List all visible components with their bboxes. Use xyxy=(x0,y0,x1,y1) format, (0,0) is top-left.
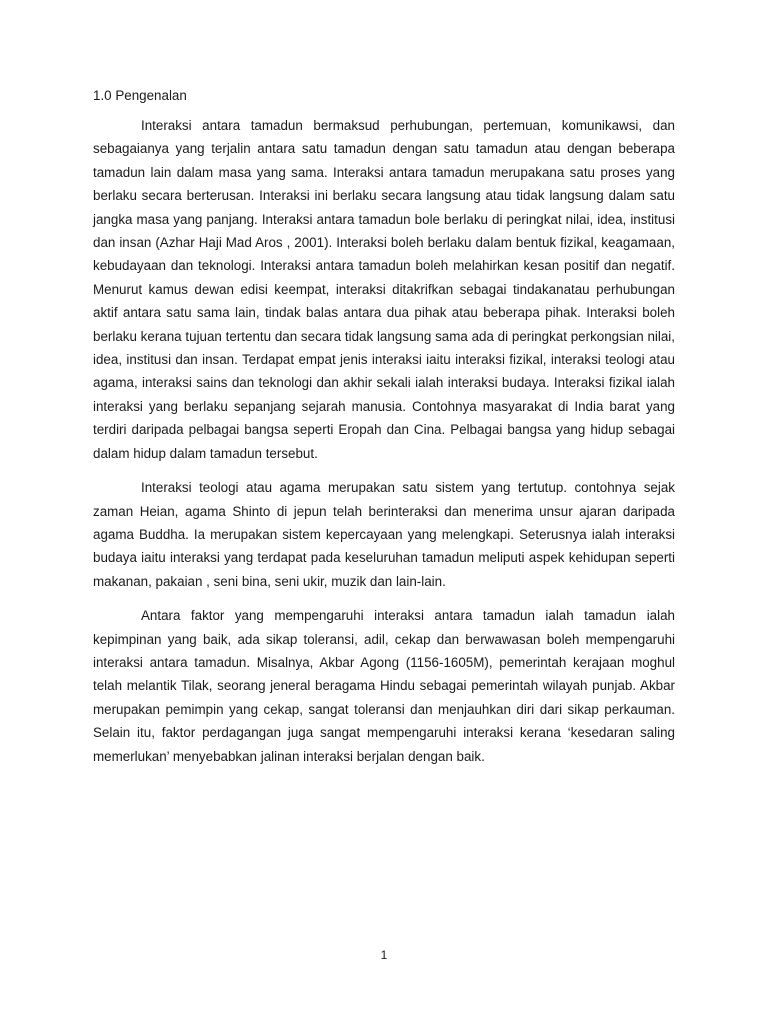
section-heading: 1.0 Pengenalan xyxy=(93,88,187,103)
paragraph-theology: Interaksi teologi atau agama merupakan satu sistem yang tertutup. contohnya sejak zaman Heian, agama Shinto di jepun telah berinteraksi dan menerima unsur ajaran daripada agama Buddha. Ia merupakan sistem kepercayaan yang melengkapi. Seterusnya ialah interaksi budaya iaitu interaksi yang terdapat pada keseluruhan tamadun meliputi aspek kehidupan seperti makanan, pakaian , seni bina, seni ukir, muzik dan lain-lain. xyxy=(93,480,675,589)
paragraph-introduction: Interaksi antara tamadun bermaksud perhubungan, pertemuan, komunikawsi, dan sebagaianya yang terjalin antara satu tamadun dengan satu tamadun atau dengan beberapa tamadun lain dalam masa yang sama. Interaksi antara tamadun merupakana satu proses yang berlaku secara berterusan. Interaksi ini berlaku secara langsung atau tidak langsung dalam satu jangka masa yang panjang. Interaksi antara tamadun bole berlaku di peringkat nilai, idea, institusi dan insan (Azhar Haji Mad Aros , 2001). Interaksi boleh berlaku dalam bentuk fizikal, keagamaan, kebudayaan dan teknologi. Interaksi antara tamadun boleh melahirkan kesan positif dan negatif. Menurut kamus dewan edisi keempat, interaksi ditakrifkan sebagai tindakanatau perhubungan aktif antara satu sama lain, tindak balas antara dua pihak atau beberapa pihak. Interaksi boleh berlaku kerana tujuan tertentu dan secara tidak langsung sama ada di peringkat perkongsian nilai, idea, institusi dan insan. Terdapat empat jenis interaksi iaitu interaksi fizikal, interaksi teologi atau agama, interaksi sains dan teknologi dan akhir sekali ialah interaksi budaya. Interaksi fizikal ialah interaksi yang berlaku sepanjang sejarah manusia. Contohnya masyarakat di India barat yang terdiri daripada pelbagai bangsa seperti Eropah dan Cina. Pelbagai bangsa yang hidup sebagai dalam hidup dalam tamadun tersebut. xyxy=(93,118,675,461)
page-number: 1 xyxy=(380,948,388,962)
paragraph-factors: Antara faktor yang mempengaruhi interaksi antara tamadun ialah tamadun ialah kepimpinan yang baik, ada sikap toleransi, adil, cekap dan berwawasan boleh mempengaruhi interaksi antara tamadun. Misalnya, Akbar Agong (1156-1605M), pemerintah kerajaan moghul telah melantik Tilak, seorang jeneral beragama Hindu sebagai pemerintah wilayah punjab. Akbar merupakan pemimpin yang cekap, sangat toleransi dan menjauhkan diri dari sikap perkauman. Selain itu, faktor perdagangan juga sangat mempengaruhi interaksi kerana ‘kesedaran saling memerlukan’ menyebabkan jalinan interaksi berjalan dengan baik. xyxy=(93,608,675,764)
document-body xyxy=(93,86,675,779)
